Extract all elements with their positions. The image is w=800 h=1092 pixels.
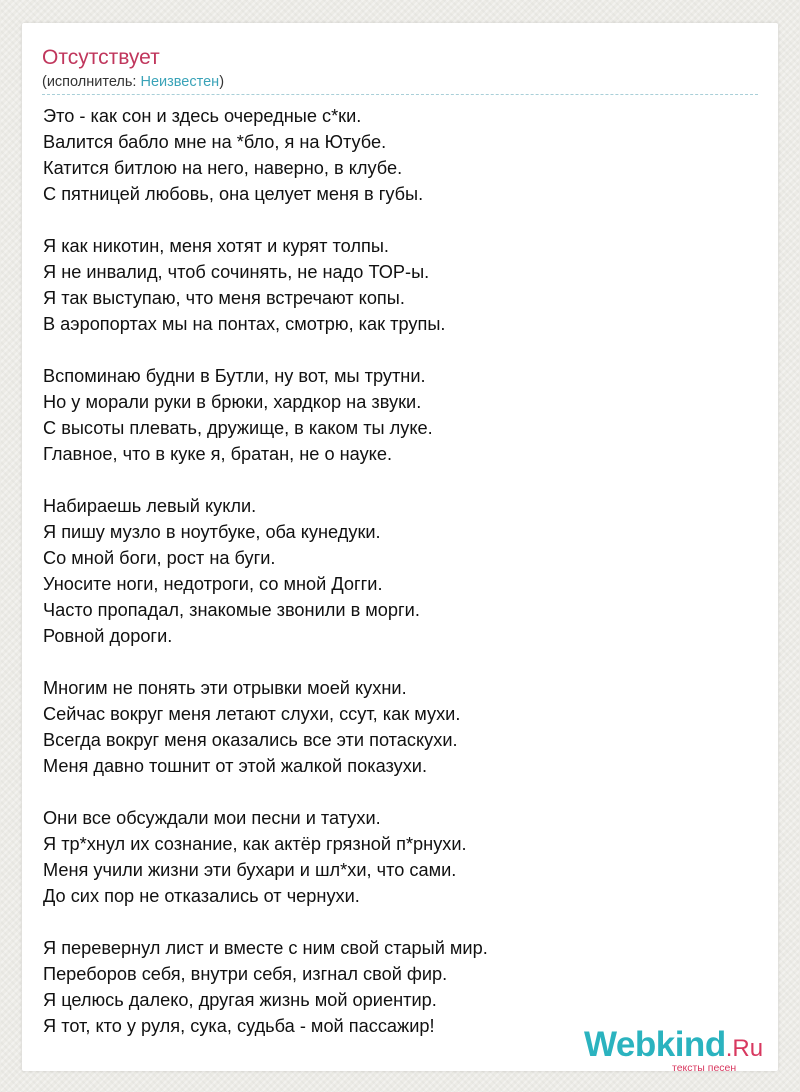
lyric-line: В аэропортах мы на понтах, смотрю, как трупы. bbox=[43, 314, 446, 334]
brand-wordmark: Webkind bbox=[584, 1025, 726, 1064]
lyric-line: Набираешь левый кукли. bbox=[43, 496, 257, 516]
lyric-line: Меня учили жизни эти бухари и шл*хи, что сами. bbox=[43, 860, 457, 880]
artist-line bbox=[42, 73, 224, 91]
lyric-line: Я пишу музло в ноутбуке, оба кунедуки. bbox=[43, 522, 381, 542]
lyrics-stanza bbox=[43, 675, 743, 779]
lyric-line: Уносите ноги, недотроги, со мной Догги. bbox=[43, 574, 383, 594]
lyric-line: Я так выступаю, что меня встречают копы. bbox=[43, 288, 405, 308]
lyric-line: Катится битлою на него, наверно, в клубе. bbox=[43, 158, 403, 178]
lyric-line: С пятницей любовь, она целует меня в губы. bbox=[43, 184, 424, 204]
lyric-line: С высоты плевать, дружище, в каком ты луке. bbox=[43, 418, 433, 438]
lyric-line: Многим не понять эти отрывки моей кухни. bbox=[43, 678, 407, 698]
artist-link[interactable]: Неизвестен bbox=[140, 74, 220, 90]
lyrics-stanza bbox=[43, 233, 743, 337]
lyrics-stanza bbox=[43, 363, 743, 467]
lyrics-body bbox=[43, 103, 743, 1065]
lyric-line: До сих пор не отказались от чернухи. bbox=[43, 886, 360, 906]
artist-suffix: ) bbox=[219, 74, 225, 90]
lyric-line: Ровной дороги. bbox=[43, 626, 173, 646]
lyric-line: Они все обсуждали мои песни и татухи. bbox=[43, 808, 381, 828]
lyrics-card bbox=[22, 23, 778, 1074]
lyric-line: Я не инвалид, чтоб сочинять, не надо ТОР-ы. bbox=[43, 262, 430, 282]
brand-tagline: тексты песен bbox=[672, 1062, 737, 1074]
lyric-line: Сейчас вокруг меня летают слухи, ссут, как мухи. bbox=[43, 704, 461, 724]
lyrics-stanza bbox=[43, 805, 743, 909]
lyric-line: Валится бабло мне на *бло, я на Ютубе. bbox=[43, 132, 387, 152]
lyric-line: Я перевернул лист и вместе с ним свой старый мир. bbox=[43, 938, 488, 958]
lyric-line: Это - как сон и здесь очередные с*ки. bbox=[43, 106, 362, 126]
lyric-line: Меня давно тошнит от этой жалкой показухи. bbox=[43, 756, 428, 776]
lyrics-stanza bbox=[43, 103, 743, 207]
lyric-line: Я целюсь далеко, другая жизнь мой ориентир. bbox=[43, 990, 437, 1010]
lyric-line: Я тр*хнул их сознание, как актёр грязной п*рнухи. bbox=[43, 834, 467, 854]
lyric-line: Всегда вокруг меня оказались все эти потаскухи. bbox=[43, 730, 458, 750]
lyric-line: Я как никотин, меня хотят и курят толпы. bbox=[43, 236, 389, 256]
lyric-line: Вспоминаю будни в Бутли, ну вот, мы трутни. bbox=[43, 366, 426, 386]
lyric-line: Со мной боги, рост на буги. bbox=[43, 548, 276, 568]
lyric-line: Но у морали руки в брюки, хардкор на звуки. bbox=[43, 392, 422, 412]
brand-tld: .Ru bbox=[725, 1035, 764, 1062]
artist-prefix: (исполнитель: bbox=[42, 74, 141, 90]
lyric-line: Часто пропадал, знакомые звонили в морги. bbox=[43, 600, 420, 620]
lyric-line: Главное, что в куке я, братан, не о науке. bbox=[43, 444, 393, 464]
song-title: Отсутствует bbox=[42, 46, 160, 69]
lyrics-stanza bbox=[43, 493, 743, 649]
title-divider bbox=[42, 94, 758, 95]
lyric-line: Я тот, кто у руля, сука, судьба - мой пассажир! bbox=[43, 1016, 435, 1036]
lyric-line: Переборов себя, внутри себя, изгнал свой фир. bbox=[43, 964, 448, 984]
webkind-logo bbox=[584, 1024, 774, 1074]
